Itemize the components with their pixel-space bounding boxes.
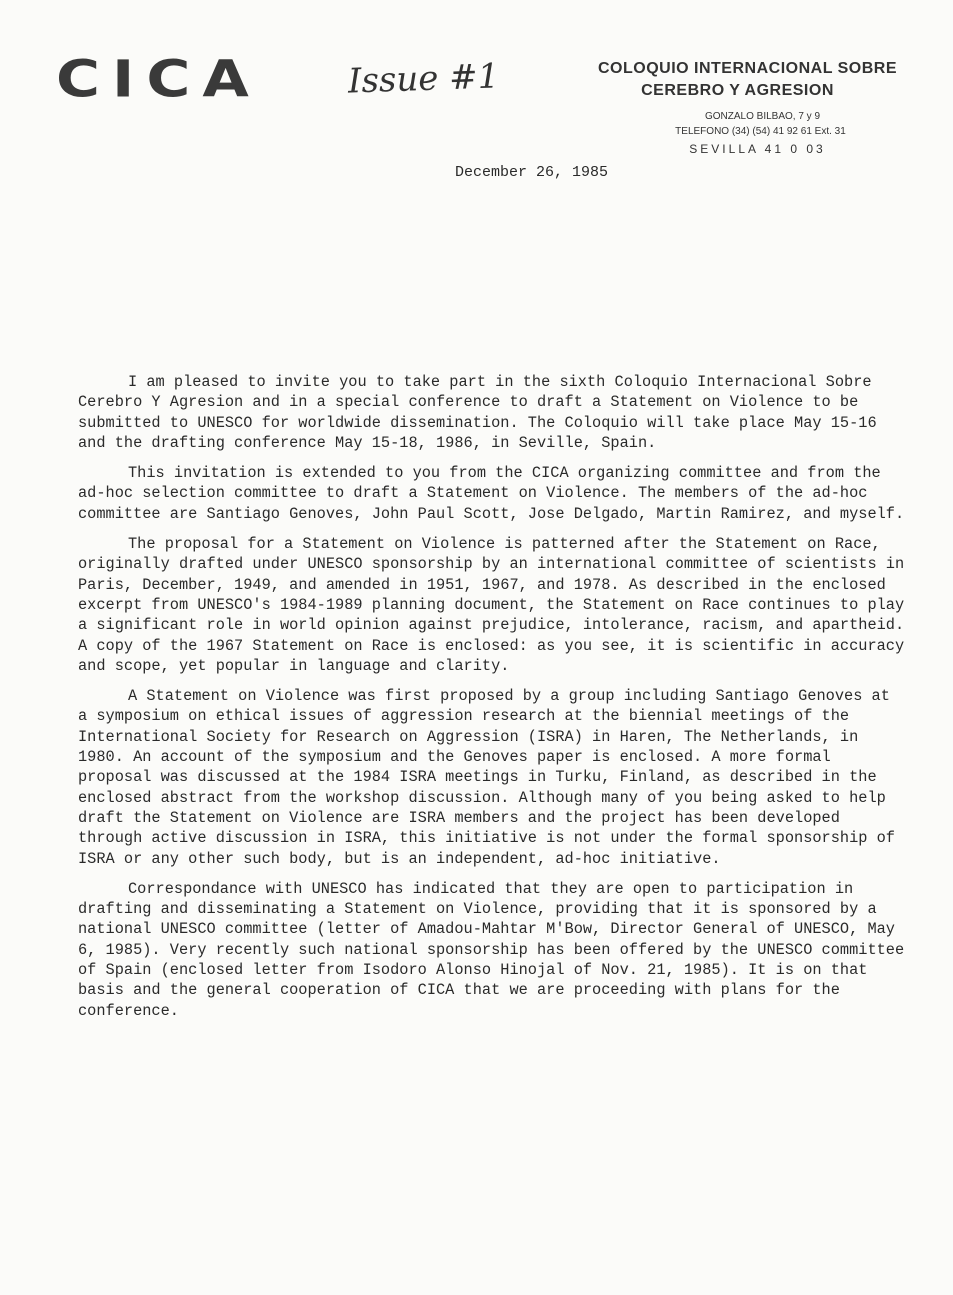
cica-logo: CICA <box>56 49 261 110</box>
street-address: GONZALO BILBAO, 7 y 9 <box>704 111 821 122</box>
handwritten-issue-note: Issue #1 <box>347 56 500 102</box>
paragraph-history: A Statement on Violence was first proposed by a group including Santiago Genoves at a symposium on ethical issues of aggression research at the biennial meetings of the International Society for Research on Aggression (ISRA) in Haren, The Netherlands, in 1980. An account of the symposium and the Genoves paper is enclosed. A more formal proposal was discussed at the 1984 ISRA meetings in Turku, Finland, as described in the enclosed abstract from the workshop discussion. Although many of you being asked to help draft the Statement on Violence are ISRA members and the project has been developed through active discussion in ISRA, this initiative is not under the formal sponsorship of ISRA or any other such body, but is an independent, ad-hoc initiative. <box>78 687 895 868</box>
paragraph-proposal: The proposal for a Statement on Violence is patterned after the Statement on Race, originally drafted under UNESCO sponsorship by an international committee of scientists in Paris, December, 1949, and amended in 1951, 1967, and 1978. As described in the enclosed excerpt from UNESCO's 1984-1989 planning document, the Statement on Race continues to play a significant role in world opinion against prejudice, intolerance, racism, and apartheid. A copy of the 1967 Statement on Race is enclosed: as you see, it is scientific in accuracy and scope, yet popular in language and clarity. <box>78 535 905 675</box>
paragraph-committee: This invitation is extended to you from the CICA organizing committee and from the ad-hoc selection committee to draft a Statement on Violence. The members of the ad-hoc committee are Santiago Genoves, John Paul Scott, Jose Delgado, Martin Ramirez, and myself. <box>78 464 905 523</box>
letterhead-address <box>580 58 915 158</box>
phone-number: TELEFONO (34) (54) 41 92 61 Ext. 31 <box>675 126 846 137</box>
city-postal: SEVILLA 41 0 03 <box>689 142 826 156</box>
paragraph-unesco: Correspondance with UNESCO has indicated that they are open to participation in drafting and disseminating a Statement on Violence, providing that it is sponsored by a national UNESCO committee (letter of Amadou-Mahtar M'Bow, Director General of UNESCO, May 6, 1985). Very recently such national sponsorship has been offered by the UNESCO committee of Spain (enclosed letter from Isodoro Alonso Hinojal of Nov. 21, 1985). It is on that basis and the general cooperation of CICA that we are proceeding with plans for the conference. <box>78 879 905 1020</box>
org-name-line1: COLOQUIO INTERNACIONAL SOBRE <box>597 60 898 77</box>
letter-date: December 26, 1985 <box>455 164 609 181</box>
paragraph-invitation: I am pleased to invite you to take part in the sixth Coloquio Internacional Sobre Cerebro Y Agresion and in a special conference to draft a Statement on Violence to be submitted to UNESCO for worldwide dissemination. The Coloquio will take place May 15-16 and the drafting conference May 15-18, 1986, in Seville, Spain. <box>78 373 877 452</box>
letter-body <box>78 372 908 1031</box>
org-name-line2: CEREBRO Y AGRESION <box>641 82 834 99</box>
